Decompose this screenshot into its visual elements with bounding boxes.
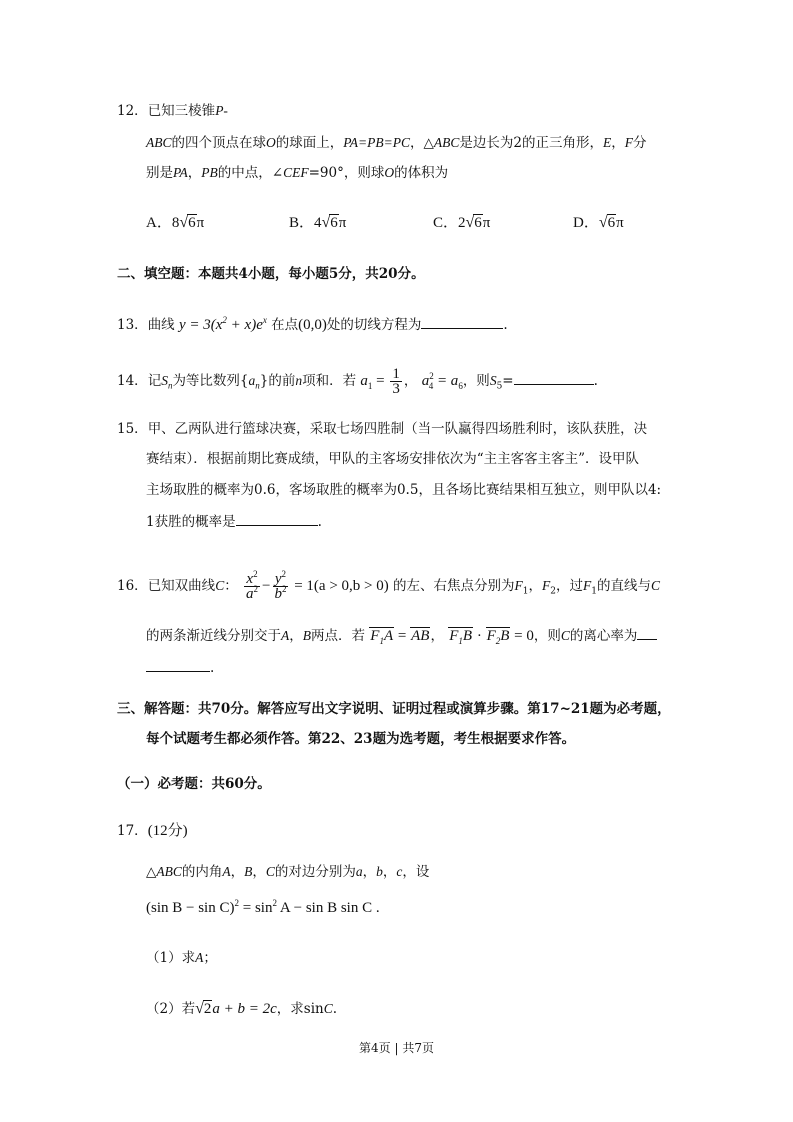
q16-var: B	[302, 628, 311, 643]
q16-minus: −	[262, 577, 271, 594]
q14-formula-a4	[421, 370, 463, 391]
q14-end: .	[593, 372, 598, 389]
q14-number: 14．	[117, 372, 148, 389]
q17-formula	[146, 898, 380, 918]
q12-text: =90°，则球	[308, 165, 385, 181]
q17-text: ，	[252, 864, 266, 880]
q13-sup: 2	[222, 315, 227, 325]
q14-text: 记	[147, 372, 162, 389]
q17-text: ，	[382, 864, 397, 880]
q16-var: a	[246, 586, 254, 602]
q12-text: 的四个顶点在球	[171, 135, 266, 151]
option-label: B．	[289, 215, 315, 231]
q12-var: PA	[173, 165, 188, 180]
q16-sub: 2	[550, 586, 557, 597]
q14-text: =	[502, 372, 514, 389]
q15-end: .	[317, 514, 322, 530]
q13-text: 曲线	[147, 317, 175, 333]
q16-text: ，	[528, 577, 543, 594]
section-2-heading: 二、填空题：本题共4小题，每小题5分，共20分。	[117, 266, 425, 282]
q14-sup: 2	[429, 370, 434, 381]
answer-blank-continued[interactable]	[146, 657, 210, 672]
q16-eq: =	[394, 628, 411, 644]
q17-var: C	[323, 1001, 333, 1016]
q17-var: a + b = 2c	[212, 1001, 277, 1017]
q12-option-b	[289, 213, 346, 233]
q17-part2	[146, 999, 337, 1019]
q16-var: y	[274, 571, 282, 587]
q15-text: 1获胜的概率是	[146, 514, 236, 530]
q16-dot: ·	[473, 628, 486, 644]
q15-number: 15．	[117, 421, 148, 437]
q16-var: F	[542, 577, 551, 593]
fraction-denominator	[272, 584, 288, 602]
q12-var: ABC	[146, 135, 172, 150]
q16-text: ，	[289, 628, 303, 644]
q14-var: a	[360, 372, 368, 389]
q17-formula-part: (sin B − sin C)	[146, 900, 235, 916]
q14-text: 为等比数列{	[172, 372, 249, 389]
option-radicand: 6	[188, 215, 196, 231]
q12-option-c	[433, 213, 490, 233]
q17-number: 17．	[117, 823, 148, 839]
q16-sup: 2	[253, 584, 258, 594]
option-radicand: 6	[607, 215, 616, 231]
q16-text: 的直线与	[597, 577, 651, 594]
q12-line3	[146, 163, 448, 183]
sqrt-icon: √	[321, 214, 331, 231]
q12-var: O	[384, 165, 395, 180]
q12-text: 别是	[146, 165, 173, 181]
q16-var: F	[449, 628, 459, 644]
q16-vector-eq1	[369, 628, 430, 644]
q16-var: F	[514, 577, 523, 593]
q14-text: 项和．若	[302, 372, 357, 389]
q17-text: ；	[203, 950, 217, 966]
q17-formula-part: = sin	[238, 900, 273, 916]
sqrt-icon: √	[465, 214, 475, 231]
q13-end: .	[503, 317, 508, 333]
q14-var: a	[421, 372, 430, 389]
q14-text: ，	[403, 372, 418, 389]
answer-blank[interactable]	[637, 625, 657, 640]
q13-point: (0,0)	[298, 317, 327, 333]
q17-header	[117, 821, 188, 841]
option-radicand: 6	[330, 215, 338, 231]
fraction-denominator: 3	[392, 381, 400, 397]
q12-option-a	[146, 213, 204, 233]
vector-f1a	[369, 627, 394, 644]
q17-var: A	[222, 864, 231, 879]
q16-var: x	[246, 571, 254, 587]
q12-var: P-	[215, 103, 228, 118]
q13-sup: x	[262, 315, 267, 325]
q12-text: 分	[632, 135, 647, 151]
q16-var: F	[370, 628, 380, 644]
q15-line2: 赛结束）．根据前期比赛成绩，甲队的主客场安排依次为“主主客客主客主”．设甲队	[146, 451, 640, 467]
q17-radicand: 2	[203, 1001, 212, 1017]
answer-blank[interactable]	[236, 511, 318, 526]
q17-text: .	[332, 1001, 338, 1017]
q12-text: ，	[611, 135, 625, 151]
q17-sup: 2	[234, 898, 239, 908]
q17-text: △	[146, 864, 157, 880]
q14-sub: n	[255, 380, 260, 391]
q15-text: 甲、乙两队进行篮球决赛，采取七场四胜制（当一队赢得四场胜利时，该队获胜，决	[147, 421, 648, 437]
q14-eq: = a	[433, 372, 459, 389]
q16-sub: 1	[522, 586, 529, 597]
q16-sub: 1	[458, 636, 463, 646]
q14-eq: =	[372, 372, 389, 389]
option-coef: 8	[171, 215, 180, 231]
q16-fraction-y	[272, 569, 288, 602]
q16-var: C	[215, 577, 225, 593]
answer-blank[interactable]	[514, 370, 594, 385]
q14-var: a	[248, 372, 256, 388]
q12-number: 12．	[117, 103, 148, 119]
q14-formula-a1	[360, 366, 403, 397]
q17-formula-part: A − sin B sin C .	[276, 900, 380, 916]
q16-sub: 1	[379, 636, 384, 646]
q15-line4	[146, 511, 322, 532]
q14-sub: 4	[428, 380, 434, 391]
q14	[117, 367, 598, 396]
fraction-numerator: 1	[392, 366, 400, 382]
q12-text: 的体积为	[394, 165, 449, 181]
q15-line3: 主场取胜的概率为0.6，客场取胜的概率为0.5，且各场比赛结果相互独立，则甲队以4:	[146, 482, 662, 498]
page-footer: 第4页 | 共7页	[359, 1041, 434, 1055]
q17-text: ，求sin	[276, 1001, 324, 1017]
q14-sub: 6	[458, 380, 463, 391]
option-coef: 4	[314, 215, 322, 231]
q14-text: }的前	[259, 372, 296, 389]
q12-text: ，	[187, 165, 202, 181]
q12-line2	[146, 133, 646, 153]
q13-text: 在点	[271, 317, 299, 333]
q12-var: E	[602, 135, 612, 150]
q14-text: ，则	[462, 372, 490, 389]
q14-var: S	[489, 372, 497, 388]
q16-line3	[146, 657, 214, 678]
q12-text: 已知三棱锥	[147, 103, 216, 119]
q17-text: 的对边分别为	[274, 864, 356, 880]
q16-var: F	[583, 577, 592, 593]
q12-option-d	[573, 213, 624, 233]
q16-text: ，则	[533, 628, 561, 644]
q16-sub: 1	[591, 586, 597, 597]
section-3-heading-line2: 每个试题考生都必须作答。第22、23题为选考题，考生根据要求作答。	[146, 731, 576, 747]
q16-sup: 2	[253, 569, 258, 579]
q14-var: S	[161, 372, 168, 388]
q16-formula-rest: = 1(a > 0,b > 0)	[290, 577, 389, 594]
q12-var: PB	[201, 165, 218, 180]
q16-sub: 2	[495, 636, 501, 646]
q16-end: .	[210, 660, 215, 676]
q17-var: c	[396, 864, 403, 879]
q17-text: （1）求	[146, 950, 196, 966]
option-label: D．	[573, 215, 599, 231]
q17-var: ABC	[156, 864, 182, 879]
q16-line2	[146, 625, 657, 646]
q16-text: 的左、右焦点分别为	[393, 577, 515, 594]
vector-ab: AB	[411, 628, 430, 644]
q12-var: O	[266, 135, 276, 150]
q16-line1	[117, 569, 661, 602]
q12-line1	[117, 101, 228, 121]
vector-f2b	[486, 627, 511, 644]
q17-var: b	[376, 864, 383, 879]
q14-fraction	[390, 367, 402, 396]
option-coef: 2	[458, 215, 466, 231]
required-heading: （一）必考题：共60分。	[117, 776, 271, 792]
q15-line1	[117, 419, 647, 439]
q16-text: ：	[224, 577, 238, 594]
q12-text: ，△	[409, 135, 434, 151]
option-label: A．	[146, 215, 172, 231]
q16-var: F	[486, 628, 496, 644]
q16-fraction-x	[244, 569, 260, 602]
q13-formula-part: + x)e	[226, 317, 263, 333]
q16-text: ，过	[556, 577, 584, 594]
q17-part1	[146, 948, 217, 968]
q12-text: 的球面上，	[275, 135, 344, 151]
q16-text: 的两条渐近线分别交于	[146, 628, 281, 644]
q16-zero: = 0	[510, 628, 534, 644]
q14-sub: 1	[367, 380, 373, 391]
vector-f1b	[448, 627, 473, 644]
q16-text: 的离心率为	[569, 628, 638, 644]
q12-var: PA=PB=PC	[343, 135, 410, 150]
q13-number: 13．	[117, 317, 148, 333]
q16-var: C	[651, 577, 661, 593]
q13-text: 处的切线方程为	[326, 317, 422, 333]
option-pi: π	[616, 215, 624, 231]
q17-var: a	[355, 864, 363, 879]
option-pi: π	[196, 215, 205, 231]
q16-text: 已知双曲线	[147, 577, 216, 594]
q13-formula	[179, 317, 267, 333]
q14-var: n	[295, 372, 303, 388]
q13-formula-part: y = 3(x	[178, 317, 223, 333]
q16-sup: 2	[281, 569, 287, 579]
q17-score: (12分)	[147, 823, 188, 839]
q17-text: 的内角	[181, 864, 223, 880]
q17-sup: 2	[272, 898, 277, 908]
q17-part2-formula	[195, 1001, 277, 1017]
q16-number: 16．	[117, 577, 148, 594]
option-label: C．	[433, 215, 459, 231]
q16-var: b	[274, 586, 282, 602]
q16-var: B	[500, 628, 510, 644]
sqrt-icon: √	[179, 214, 189, 231]
q12-var: ABC	[433, 135, 460, 150]
q16-text: 两点．若	[311, 628, 365, 644]
fraction-denominator	[244, 584, 260, 602]
q17-var: A	[195, 950, 204, 965]
answer-blank[interactable]	[421, 314, 503, 329]
q17-var: C	[265, 864, 275, 879]
q14-sub: n	[167, 380, 173, 391]
q12-var: F	[624, 135, 633, 150]
q17-text: （2）若	[146, 1001, 196, 1017]
q16-text: ，	[430, 628, 444, 644]
q13	[117, 314, 508, 335]
q12-var: CEF	[283, 165, 309, 180]
section-3-heading: 三、解答题：共70分。解答应写出文字说明、证明过程或演算步骤。第17~21题为必考题，	[117, 701, 671, 717]
q17-text: ，设	[402, 864, 430, 880]
q16-var: B	[462, 628, 473, 644]
q16-vector-eq2	[448, 628, 534, 644]
sqrt-icon: √	[195, 1000, 204, 1017]
sqrt-icon: √	[598, 214, 608, 231]
q17-line1	[146, 862, 429, 882]
q16-var: A	[383, 628, 394, 644]
q17-text: ，	[362, 864, 377, 880]
option-pi: π	[338, 215, 347, 231]
q16-sup: 2	[281, 584, 287, 594]
q14-sub: 5	[496, 381, 503, 392]
q16-var: C	[560, 628, 570, 643]
q12-text: 的中点，∠	[217, 165, 284, 181]
q12-text: 是边长为2的正三角形，	[459, 135, 603, 151]
q16-formula	[242, 569, 389, 602]
q16-var: A	[281, 628, 290, 643]
option-radicand: 6	[474, 215, 482, 231]
q17-text: ，	[230, 864, 245, 880]
q17-var: B	[244, 864, 253, 879]
option-pi: π	[482, 215, 491, 231]
